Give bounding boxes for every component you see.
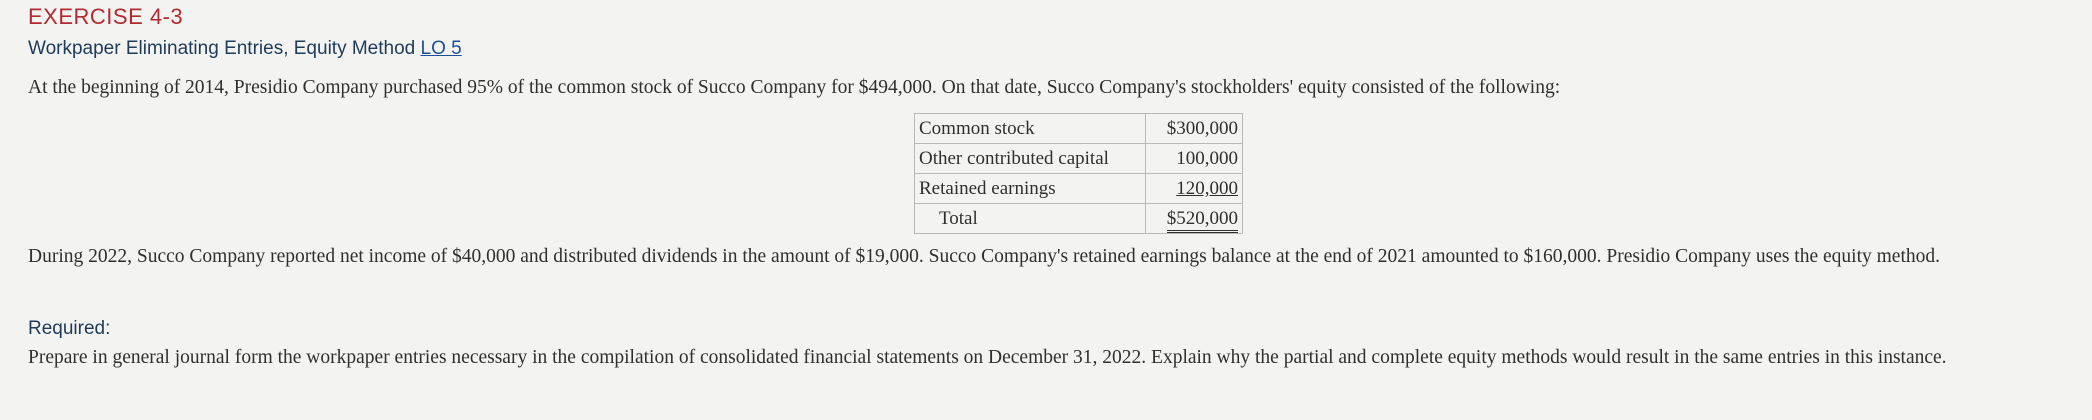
row-amount: $300,000 <box>1146 114 1243 144</box>
table-row <box>915 114 1243 144</box>
row-label: Retained earnings <box>915 174 1146 204</box>
table-row <box>915 174 1243 204</box>
required-paragraph: Prepare in general journal form the workpaper entries necessary in the compilation of consolidated financial statements on December 31, 2022. Explain why the partial and complete equity methods would result in the same entries in this instance. <box>28 347 1947 368</box>
row-amount-cell <box>1146 174 1243 204</box>
learning-objective-link[interactable]: LO 5 <box>420 38 462 59</box>
exercise-subtitle <box>28 38 462 60</box>
stockholders-equity-table <box>914 113 1243 234</box>
row-amount: 100,000 <box>1146 144 1243 174</box>
row-label: Other contributed capital <box>915 144 1146 174</box>
row-label: Total <box>915 204 1146 234</box>
details-paragraph: During 2022, Succo Company reported net income of $40,000 and distributed dividends in the amount of $19,000. Succo Company's retained earnings balance at the end of 2021 amounted to $160,000. Presidio Company uses the equity method. <box>28 246 1940 267</box>
row-amount: $520,000 <box>1167 208 1238 233</box>
row-amount-cell <box>1146 204 1243 234</box>
row-label: Common stock <box>915 114 1146 144</box>
subtitle-text: Workpaper Eliminating Entries, Equity Method <box>28 38 416 59</box>
table-row-total <box>915 204 1243 234</box>
row-amount: 120,000 <box>1176 178 1238 199</box>
intro-paragraph: At the beginning of 2014, Presidio Company purchased 95% of the common stock of Succo Company for $494,000. On that date, Succo Company's stockholders' equity consisted of the following: <box>28 77 1561 98</box>
exercise-title: EXERCISE 4-3 <box>28 4 184 29</box>
required-heading: Required: <box>28 318 111 339</box>
table-row <box>915 144 1243 174</box>
